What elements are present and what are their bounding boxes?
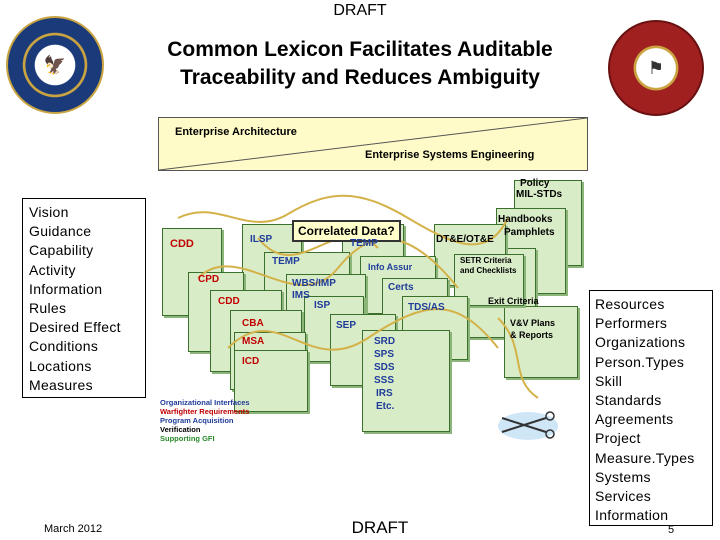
- list-item: Rules: [29, 300, 67, 317]
- info-assur-label: Info Assur: [368, 262, 413, 272]
- list-item: Person.Types: [595, 353, 685, 370]
- diagram-legend: [160, 398, 250, 443]
- handbooks-label: Handbooks: [498, 214, 553, 225]
- temp-mid-label: TEMP: [272, 256, 300, 267]
- exit-criteria-label: Exit Criteria: [488, 296, 539, 306]
- list-item: Information: [29, 280, 103, 297]
- navy-seal-icon: [608, 20, 704, 116]
- list-item: Information: [595, 507, 669, 524]
- list-item: Conditions: [29, 338, 99, 355]
- enterprise-banner: [158, 117, 588, 171]
- legend-warfighter-requirements: Warfighter Requirements: [160, 407, 250, 416]
- list-item: Standards: [595, 392, 662, 409]
- legend-supporting-gfi: Supporting GFI: [160, 434, 215, 443]
- pamphlets-label: Pamphlets: [504, 227, 555, 238]
- setr-label-1: SETR Criteria: [460, 256, 512, 265]
- cdd-mid-label: CDD: [218, 296, 240, 307]
- scissors-icon: [494, 404, 564, 444]
- cba-label: CBA: [242, 318, 264, 329]
- sds-label: SDS: [374, 362, 395, 373]
- draft-footer: DRAFT: [351, 518, 409, 537]
- ilsp-label: ILSP: [250, 234, 273, 245]
- title-line-1: Common Lexicon Facilitates Auditable: [167, 38, 553, 61]
- list-item: Organizations: [595, 334, 686, 351]
- right-term-list: [589, 290, 713, 526]
- enterprise-architecture-label: Enterprise Architecture: [175, 126, 297, 138]
- legend-organizational-interfaces: Organizational Interfaces: [160, 398, 250, 407]
- enterprise-systems-engineering-label: Enterprise Systems Engineering: [365, 149, 535, 161]
- draft-header: DRAFT: [333, 2, 387, 19]
- setr-label-2: and Checklists: [460, 266, 517, 275]
- title-line-2: Traceability and Reduces Ambiguity: [180, 66, 540, 89]
- page-number: 5: [668, 524, 675, 536]
- list-item: Systems: [595, 468, 651, 485]
- legend-program-acquisition: Program Acquisition: [160, 416, 234, 425]
- dte-ote-label: DT&E/OT&E: [436, 234, 494, 245]
- flag-icon: ⚑: [647, 58, 665, 78]
- footer-date: March 2012: [44, 523, 103, 535]
- list-item: Guidance: [29, 223, 92, 240]
- policy-label: Policy: [520, 178, 550, 189]
- isp-label: ISP: [314, 300, 331, 311]
- temp-top-label: TEMP: [350, 238, 378, 249]
- cpd-label: CPD: [198, 274, 220, 285]
- irs-label: IRS: [376, 388, 393, 399]
- dod-seal-icon: [6, 16, 104, 114]
- list-item: Activity: [29, 261, 76, 278]
- left-term-list: [22, 198, 146, 398]
- ims-label: IMS: [292, 290, 310, 301]
- slide-title: [110, 36, 610, 92]
- eagle-icon: 🦅: [43, 55, 67, 75]
- list-item: Measures: [29, 376, 93, 393]
- list-item: Agreements: [595, 411, 674, 428]
- cdd-top-label: CDD: [170, 238, 194, 250]
- list-item: Services: [595, 488, 652, 505]
- certs-label: Certs: [388, 282, 414, 293]
- mil-stds-label: MIL-STDs: [516, 189, 563, 200]
- msa-label: MSA: [242, 336, 265, 347]
- sep-label: SEP: [336, 320, 357, 331]
- vv-plans-label: V&V Plans: [510, 318, 556, 328]
- sss-label: SSS: [374, 375, 395, 386]
- list-item: Capability: [29, 242, 94, 259]
- list-item: Skill: [595, 372, 623, 389]
- list-item: Vision: [29, 204, 69, 220]
- wbs-imp-label: WBS/IMP: [292, 278, 336, 289]
- sps-label: SPS: [374, 349, 395, 360]
- icd-label: ICD: [242, 356, 260, 367]
- list-item: Performers: [595, 315, 668, 332]
- list-item: Locations: [29, 357, 92, 374]
- tds-as-label: TDS/AS: [408, 302, 445, 313]
- list-item: Resources: [595, 296, 665, 312]
- document-diagram: [158, 178, 588, 460]
- list-item: Desired Effect: [29, 319, 121, 336]
- list-item: Measure.Types: [595, 449, 695, 466]
- vv-reports-label: & Reports: [510, 330, 554, 340]
- srd-label: SRD: [374, 336, 396, 347]
- etc-label: Etc.: [376, 401, 395, 412]
- list-item: Project: [595, 430, 641, 447]
- legend-verification: Verification: [160, 425, 201, 434]
- correlated-data-callout: Correlated Data?: [292, 220, 401, 242]
